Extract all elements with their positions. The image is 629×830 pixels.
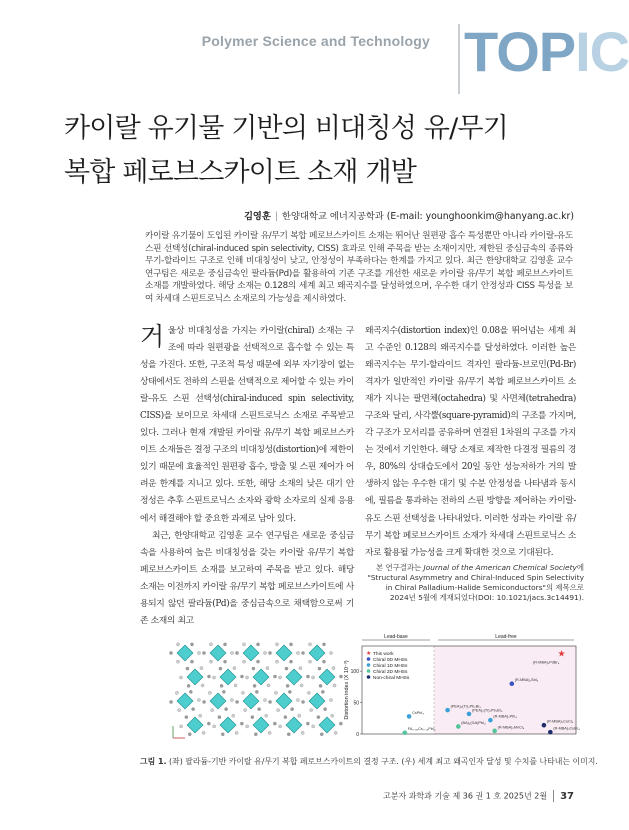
data-point-label: (R-MBA)₂SbI₅ (514, 678, 539, 683)
topic-heading-part-b: IC (575, 20, 629, 83)
organic-cation-atom (263, 698, 266, 701)
organic-cation-atom (273, 722, 276, 725)
data-point (456, 724, 461, 729)
organic-cation-atom (268, 700, 271, 703)
organic-cation-atom (197, 651, 200, 654)
source-note-line-2: "Structural Asymmetry and Chiral-Induced Spin Selectivity (367, 573, 584, 582)
source-note-line-4: 2024년 5월에 게재되었다(DOI: 10.1021/jacs.3c14491). (389, 593, 584, 602)
pd-br-polyhedron (210, 693, 226, 709)
organic-cation-atom (301, 731, 304, 734)
legend-marker (367, 657, 371, 661)
organic-cation-atom (219, 667, 222, 670)
figure-caption-label: 그림 1. (140, 757, 167, 766)
organic-cation-atom (320, 733, 323, 736)
legend-marker-star: ★ (366, 650, 372, 657)
organic-cation-atom (329, 698, 332, 701)
pd-br-polyhedron (243, 645, 259, 661)
author-separator: | (274, 211, 279, 222)
body-paragraph-2: 최근, 한양대학교 김영훈 교수 연구팀은 새로운 중심금속을 사용하여 높은 비대칭성을 갖는 카이랄 유/무기 복합 페로브스카이트 소재를 보고하여 주목을 받고 있다. 해당 소재는 이전까지 카이랄 유/무기 복합 페로브스카이트에 사용되지 않던 팔라듐(Pd)을 중심금속으로 채택함으로써 기존 소재의 최고 (140, 530, 354, 626)
organic-cation-atom (319, 684, 322, 687)
data-point-label: (R-MBA)₂PdBr₄ (533, 660, 560, 665)
pd-br-polyhedron (177, 693, 193, 709)
data-point-label: (R-MBA)₂MnCl₄ (497, 725, 525, 730)
organic-cation-atom (291, 708, 294, 711)
body-paragraph-1-text: 울상 비대칭성을 가지는 카이랄(chiral) 소재는 구조에 따라 원편광을 선택적으로 흡수할 수 있는 특성을 가진다. 또한, 구조적 특성 때문에 외부 자기장이 없는 상태에서도 전하의 스핀을 선택적으로 제어할 수 있는 카이랄-유도 스핀 선택성(chiral-induced spin selectivity, CISS)을 보이므로 차세대 스핀트로닉스 소재로 주목받고 있다. 그러나 현재 개발된 카이랄 유/무기 복합 페로브스카이트 소재들은 결정 구조의 비대칭성(distortion)에 제한이 있기 때문에 효율적인 원편광 흡수, 방출 및 스핀 제어가 어려운 한계를 지니고 있다. 또한, 해당 소재의 낮은 대기 안정성은 추후 스핀트로닉스 소자와 광학 소자로의 실제 응용에서 해결해야 할 중요한 과제로 남아 있다. (140, 326, 354, 524)
figure-caption (140, 756, 598, 767)
organic-cation-atom (275, 643, 278, 646)
organic-cation-atom (235, 700, 238, 703)
data-point-label: (PEA)₂(Tr)₂Pb₂Br₆ (450, 704, 482, 709)
organic-cation-atom (301, 651, 304, 654)
organic-cation-atom (322, 643, 325, 646)
organic-cation-atom (277, 708, 280, 711)
organic-cation-atom (310, 708, 313, 711)
organic-cation-atom (201, 684, 204, 687)
pd-br-polyhedron (187, 717, 203, 733)
organic-cation-atom (207, 675, 210, 678)
pd-br-polyhedron (286, 669, 302, 685)
data-point-label: (R-MBA)₂CuCl₄ (546, 719, 574, 724)
organic-cation-atom (222, 690, 225, 693)
organic-cation-atom (241, 691, 244, 694)
data-point-label: CsPbI₃ (412, 710, 424, 715)
data-point (548, 730, 553, 735)
pd-br-polyhedron (253, 717, 269, 733)
organic-cation-atom (185, 716, 188, 719)
legend-marker (367, 669, 371, 673)
organic-cation-atom (318, 667, 321, 670)
organic-cation-atom (202, 700, 205, 703)
source-journal: Journal of the American Chemical Society (423, 563, 577, 572)
abstract: 카이랄 유기물이 도입된 카이랄 유/무기 복합 페로브스카이트 소재는 뛰어난 원편광 흡수 특성뿐만 아니라 카이랄-유도 스핀 선택성(chiral-induced spin selectivity, CISS) 효과로 인해 주목을 받는 소재이지만, 제한된 중심금속의 종류와 무기-할라이드 구조로 인해 비대칭성이 낮고, 안정성이 부족하다는 한계를 가지고 있다. 최근 한양대학교 김영훈 교수 연구팀은 새로운 중심금속인 팔라듐(Pd)을 활용하여 기존 구조를 개선한 새로운 카이랄 유/무기 복합 페로브스카이트 소재를 개발하였다. 해당 소재는 0.128의 세계 최고 왜곡지수를 달성하였으며, 우수한 대기 안정성과 CISS 특성을 보여 차세대 스핀트로닉스 소재로의 가능성을 제시하였다. (145, 231, 573, 304)
organic-cation-atom (240, 722, 243, 725)
organic-cation-atom (331, 714, 334, 717)
y-tick-label: 0 (356, 732, 359, 738)
source-note-line-3: in Chiral Palladium-Halide Semiconductors"의 제목으로 (385, 583, 584, 592)
organic-cation-atom (289, 660, 292, 663)
organic-cation-atom (225, 708, 228, 711)
organic-cation-atom (286, 684, 289, 687)
footer-journal-info: 고분자 과학과 기술 제 36 권 1 호 2025년 2월 (383, 791, 548, 801)
organic-cation-atom (266, 667, 269, 670)
drop-cap: 거 (140, 322, 164, 351)
organic-cation-atom (178, 708, 181, 711)
journal-section-label: Polymer Science and Technology (201, 33, 430, 49)
organic-cation-atom (232, 714, 235, 717)
organic-cation-atom (192, 708, 195, 711)
article-title-line-1: 카이랄 유기물 기반의 비대칭성 유/무기 (64, 113, 508, 144)
pd-br-polyhedron (177, 645, 193, 661)
pd-br-polyhedron (253, 669, 269, 685)
organic-cation-atom (218, 716, 221, 719)
organic-cation-atom (240, 675, 243, 678)
organic-cation-atom (296, 698, 299, 701)
footer-divider (553, 790, 554, 802)
article-title (64, 107, 584, 195)
organic-cation-atom (298, 714, 301, 717)
organic-cation-atom (267, 684, 270, 687)
data-point (403, 730, 408, 735)
y-axis-label: Distortion index (X 10⁻³) (344, 660, 350, 720)
organic-cation-atom (209, 643, 212, 646)
organic-cation-atom (278, 676, 281, 679)
data-point (407, 714, 412, 719)
organic-cation-atom (187, 684, 190, 687)
organic-cation-atom (220, 684, 223, 687)
organic-cation-atom (258, 708, 261, 711)
pd-br-polyhedron (187, 669, 203, 685)
pd-br-polyhedron (286, 717, 302, 733)
organic-cation-atom (245, 676, 248, 679)
legend-marker (367, 675, 371, 679)
organic-cation-atom (317, 716, 320, 719)
organic-cation-atom (211, 708, 214, 711)
source-note (360, 563, 584, 603)
organic-cation-atom (186, 667, 189, 670)
legend-entry: Chiral 2D MHSs (373, 669, 408, 675)
data-point (488, 718, 493, 723)
pd-br-polyhedron (309, 693, 325, 709)
organic-cation-atom (230, 651, 233, 654)
pd-br-polyhedron (210, 645, 226, 661)
region-label-lead-free: Lead-free (495, 634, 517, 640)
organic-cation-atom (254, 733, 257, 736)
organic-cation-atom (273, 675, 276, 678)
organic-cation-atom (233, 667, 236, 670)
body-paragraph-1 (140, 323, 354, 528)
organic-cation-atom (274, 691, 277, 694)
organic-cation-atom (234, 684, 237, 687)
organic-cation-atom (306, 722, 309, 725)
data-point-label: (BA)₂(GA)PbI₄ (461, 720, 486, 725)
organic-cation-atom (213, 725, 216, 728)
organic-cation-atom (180, 725, 183, 728)
organic-cation-atom (200, 667, 203, 670)
pd-br-polyhedron (276, 693, 292, 709)
distortion-chart (340, 628, 580, 748)
data-point-star: ★ (557, 649, 566, 660)
legend-entry: Chiral 0D MHSs (373, 657, 408, 663)
organic-cation-atom (321, 690, 324, 693)
organic-cation-atom (253, 684, 256, 687)
organic-cation-atom (311, 676, 314, 679)
organic-cation-atom (307, 691, 310, 694)
organic-cation-atom (197, 698, 200, 701)
legend-marker (367, 663, 371, 667)
organic-cation-atom (289, 643, 292, 646)
organic-cation-atom (256, 660, 259, 663)
body-paragraph-3: 왜곡지수(distortion index)인 0.08을 뛰어넘는 세계 최고 수준인 0.128의 왜곡지수를 달성하였다. 이러한 높은 왜곡지수는 무기-할라이드 격자인 팔라듐-브로민(Pd-Br) 격자가 일반적인 카이랄 유/무기 복합 페로브스카이트 소재가 지니는 팔면체(octahedra) 및 사면체(tetrahedra) 구조와 달리, 사각뿔(square-pyramid)의 구조를 가지며, 각 구조가 모서리를 공유하며 연결된 1차원의 구조를 가지는 것에서 기인한다. 해당 소재로 제작한 다결정 필름의 경우, 80%의 상대습도에서 20일 동안 성능저하가 거의 발생하지 않는 우수한 대기 및 수분 안정성을 나타냄과 동시에, 필름을 통과하는 전하의 스핀 방향을 제어하는 카이랄-유도 스핀 선택성을 나타내었다. 이러한 성과는 카이랄 유/무기 복합 페로브스카이트 소재가 차세대 스핀트로닉스 소자로 활용될 가능성을 크게 확대한 것으로 기대된다. (365, 326, 576, 558)
organic-cation-atom (300, 684, 303, 687)
data-point-label: (R-MBA)₂CuBr₄ (553, 726, 580, 731)
article-title-line-2: 복합 페로브스카이트 소재 개발 (64, 157, 417, 188)
page-footer (383, 790, 574, 802)
organic-cation-atom (199, 714, 202, 717)
organic-cation-atom (265, 714, 268, 717)
header-divider (458, 24, 460, 94)
data-point-label: (PEA)₂(Tr)₂Pb₂Br₆ (472, 708, 503, 713)
organic-cation-atom (176, 660, 179, 663)
y-tick-label: 100 (350, 669, 359, 676)
organic-cation-atom (175, 691, 178, 694)
legend-entry: This work (373, 651, 394, 657)
organic-cation-atom (268, 651, 271, 654)
topic-heading (464, 22, 629, 82)
organic-cation-atom (296, 651, 299, 654)
organic-cation-atom (288, 690, 291, 693)
organic-cation-atom (190, 660, 193, 663)
organic-cation-atom (242, 643, 245, 646)
organic-cation-atom (308, 643, 311, 646)
organic-cation-atom (169, 700, 172, 703)
organic-cation-atom (333, 684, 336, 687)
organic-cation-atom (306, 675, 309, 678)
organic-cation-atom (221, 733, 224, 736)
organic-cation-atom (235, 731, 238, 734)
author-line (244, 208, 574, 222)
organic-cation-atom (251, 716, 254, 719)
organic-cation-atom (301, 700, 304, 703)
pd-br-polyhedron (309, 645, 325, 661)
organic-cation-atom (268, 731, 271, 734)
pd-br-polyhedron (319, 717, 335, 733)
organic-cation-atom (202, 651, 205, 654)
pd-br-polyhedron (220, 717, 236, 733)
organic-cation-atom (209, 660, 212, 663)
organic-cation-atom (190, 643, 193, 646)
organic-cation-atom (179, 676, 182, 679)
organic-cation-atom (275, 660, 278, 663)
organic-cation-atom (252, 667, 255, 670)
organic-cation-atom (285, 667, 288, 670)
organic-cation-atom (263, 651, 266, 654)
legend-entry: Chiral 1D MHSs (373, 663, 408, 669)
organic-cation-atom (334, 731, 337, 734)
organic-cation-atom (242, 660, 245, 663)
organic-cation-atom (256, 643, 259, 646)
organic-cation-atom (308, 660, 311, 663)
author-affiliation: 한양대학교 에너지공학과 (E-mail: younghoonkim@hanyang.ac.kr) (282, 211, 574, 222)
organic-cation-atom (207, 722, 210, 725)
organic-cation-atom (255, 690, 258, 693)
legend-entry: Non-chiral MHSs (373, 675, 410, 681)
organic-cation-atom (212, 676, 215, 679)
data-point (445, 708, 450, 713)
pd-br-polyhedron (319, 669, 335, 685)
organic-cation-atom (188, 733, 191, 736)
body-column-left (140, 323, 354, 630)
organic-cation-atom (299, 667, 302, 670)
organic-cation-atom (189, 690, 192, 693)
y-tick-label: 50 (353, 700, 359, 707)
data-point (467, 712, 472, 717)
organic-cation-atom (322, 660, 325, 663)
organic-cation-atom (208, 691, 211, 694)
organic-cation-atom (332, 667, 335, 670)
body-column-right (365, 323, 576, 562)
data-point (510, 681, 515, 686)
organic-cation-atom (230, 698, 233, 701)
pd-br-polyhedron (243, 693, 259, 709)
data-point (542, 723, 547, 728)
page-number: 37 (560, 790, 574, 802)
organic-cation-atom (223, 643, 226, 646)
data-point-label: FA₀.₈₅Cs₀.₁₅PbI₃ (407, 727, 436, 732)
organic-cation-atom (284, 716, 287, 719)
organic-cation-atom (312, 725, 315, 728)
data-point-label: (R-MBA)₂PbI₄ (493, 714, 517, 719)
organic-cation-atom (169, 651, 172, 654)
organic-cation-atom (287, 733, 290, 736)
organic-cation-atom (202, 731, 205, 734)
pd-br-polyhedron (276, 645, 292, 661)
organic-cation-atom (329, 651, 332, 654)
organic-cation-atom (246, 725, 249, 728)
source-note-post: 에 (576, 563, 584, 572)
source-note-pre: 본 연구결과는 (376, 563, 424, 572)
data-point (492, 729, 497, 734)
organic-cation-atom (279, 725, 282, 728)
organic-cation-atom (176, 643, 179, 646)
organic-cation-atom (235, 651, 238, 654)
organic-cation-atom (324, 708, 327, 711)
topic-heading-part-a: TOP (464, 20, 576, 83)
region-label-lead-base: Lead-base (384, 634, 408, 640)
organic-cation-atom (223, 660, 226, 663)
author-name: 김영훈 (243, 211, 271, 222)
pd-br-polyhedron (220, 669, 236, 685)
figure-caption-text: (좌) 팔라듐-기반 카이랄 유/무기 복합 페로브스카이트의 결정 구조. (우) 세계 최고 왜곡인자 달성 및 수치를 나타내는 이미지. (166, 757, 598, 766)
crystal-structure-image (165, 638, 345, 743)
organic-cation-atom (244, 708, 247, 711)
